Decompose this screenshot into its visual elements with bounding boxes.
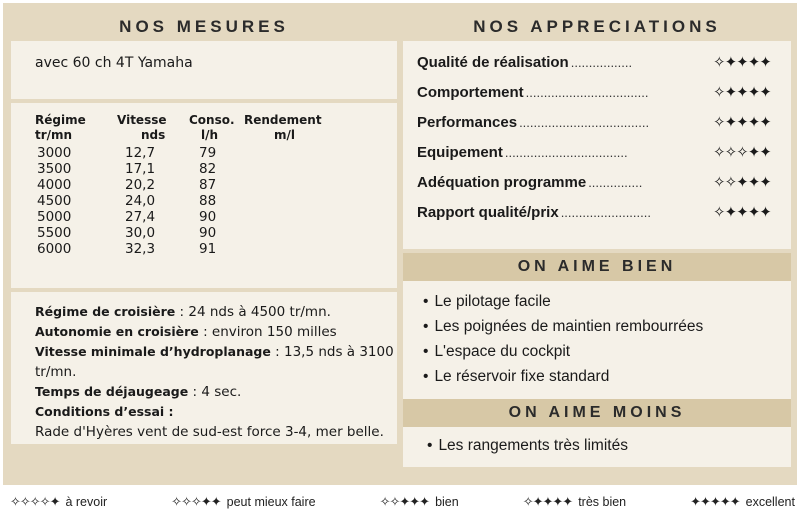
rating-row: Rapport qualité/prix ......................... ✧✦✦✦✦ xyxy=(417,203,791,233)
legend-stars-icon: ✦✦✦✦✦ xyxy=(690,494,740,509)
list-item: • Les poignées de maintien rembourrées xyxy=(423,314,791,339)
rating-row: Performances .................................... ✧✦✦✦✦ xyxy=(417,113,791,143)
rating-row: Equipement .................................. ✧✧✧✦✦ xyxy=(417,143,791,173)
unit-regime: tr/mn xyxy=(35,128,73,142)
list-item: • Les rangements très limités xyxy=(427,433,791,458)
table-row: 4000 20,2 87 xyxy=(37,177,217,193)
rating-stars-icon: ✧✦✦✦✦ xyxy=(713,114,771,131)
ratings-list xyxy=(403,41,791,249)
rating-stars-icon: ✧✧✧✦✦ xyxy=(713,144,771,161)
appreciations-column xyxy=(403,13,791,467)
legend-item: ✧✧✧✦✦ peut mieux faire xyxy=(171,494,316,509)
engine-line: avec 60 ch 4T Yamaha xyxy=(11,41,397,99)
appreciations-title: NOS APPRECIATIONS xyxy=(473,17,721,36)
aime-bien-title: ON AIME BIEN xyxy=(403,253,791,281)
col-regime: Régime xyxy=(35,113,86,127)
cruise-line: Régime de croisière : 24 nds à 4500 tr/mn. xyxy=(35,304,331,320)
planing-line: Vitesse minimale d’hydroplanage : 13,5 nds à 3100 tr/mn. xyxy=(35,344,394,380)
legend-stars-icon: ✧✧✦✦✦ xyxy=(379,494,430,509)
list-item: • Le réservoir fixe standard xyxy=(423,364,791,389)
unit-conso: l/h xyxy=(201,128,219,142)
range-line: Autonomie en croisière : environ 150 milles xyxy=(35,324,337,340)
rating-row: Comportement .................................. ✧✦✦✦✦ xyxy=(417,83,791,113)
table-row: 4500 24,0 88 xyxy=(37,193,217,209)
aime-moins-list xyxy=(403,427,791,467)
legend-stars-icon: ✧✧✧✧✦ xyxy=(10,494,60,509)
rating-row: Qualité de réalisation ................. ✧✦✦✦✦ xyxy=(417,53,791,83)
table-row: 3000 12,7 79 xyxy=(37,145,217,161)
unit-vitesse: nds xyxy=(141,128,166,142)
rating-stars-icon: ✧✦✦✦✦ xyxy=(713,204,771,221)
mesures-column xyxy=(11,13,397,444)
legend-stars-icon: ✧✧✧✦✦ xyxy=(171,494,221,509)
legend-item: ✧✧✦✦✦ bien xyxy=(379,494,459,509)
legend-stars-icon: ✧✦✦✦✦ xyxy=(522,494,573,509)
rating-stars-icon: ✧✦✦✦✦ xyxy=(713,84,771,101)
unit-rendement: m/l xyxy=(274,128,295,142)
rating-legend xyxy=(10,494,795,510)
table-row: 5000 27,4 90 xyxy=(37,209,217,225)
conditions-text: Rade d'Hyères vent de sud-est force 3-4, mer belle. xyxy=(35,424,384,440)
list-item: • L'espace du cockpit xyxy=(423,339,791,364)
aime-moins-title: ON AIME MOINS xyxy=(403,399,791,427)
table-units xyxy=(35,128,397,143)
test-conditions xyxy=(11,292,397,444)
legend-item: ✧✧✧✧✦ à revoir xyxy=(10,494,108,509)
mesures-title: NOS MESURES xyxy=(119,17,289,36)
rating-row: Adéquation programme ............... ✧✧✦✦✦ xyxy=(417,173,791,203)
col-conso: Conso. xyxy=(189,113,235,127)
col-rendement: Rendement xyxy=(244,113,322,127)
test-sheet xyxy=(3,3,797,485)
table-header xyxy=(35,113,397,128)
dejaugeage-line: Temps de déjaugeage : 4 sec. xyxy=(35,384,242,400)
table-row: 5500 30,0 90 xyxy=(37,225,217,241)
measurements-table xyxy=(11,103,397,288)
list-item: • Le pilotage facile xyxy=(423,289,791,314)
legend-item: ✧✦✦✦✦ très bien xyxy=(522,494,627,509)
table-row: 6000 32,3 91 xyxy=(37,241,217,257)
legend-item: ✦✦✦✦✦ excellent xyxy=(690,494,795,509)
aime-bien-list xyxy=(403,281,791,399)
rating-stars-icon: ✧✦✦✦✦ xyxy=(713,54,771,71)
col-vitesse: Vitesse xyxy=(117,113,167,127)
conditions-label: Conditions d’essai : xyxy=(35,404,174,419)
rating-stars-icon: ✧✧✦✦✦ xyxy=(713,174,771,191)
table-row: 3500 17,1 82 xyxy=(37,161,217,177)
